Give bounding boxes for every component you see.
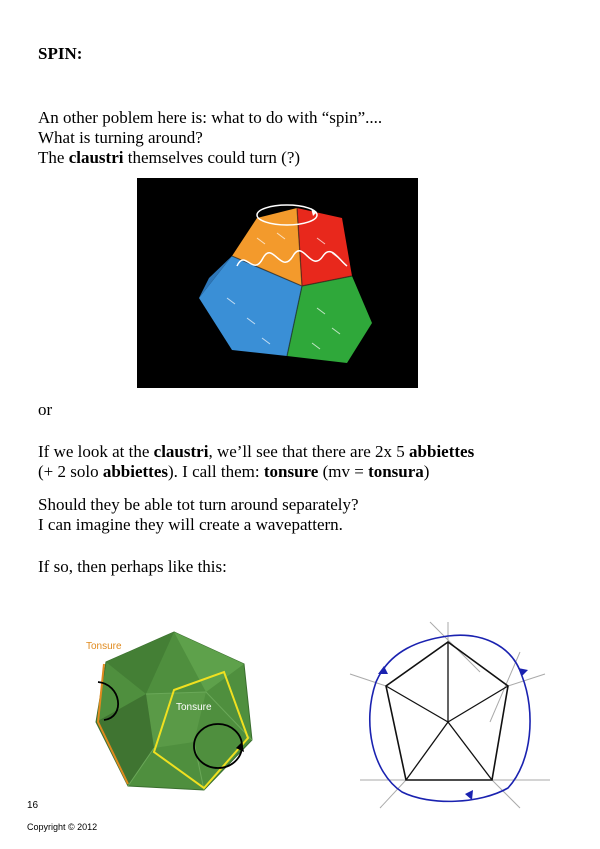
claustri-model-illustration [137, 178, 418, 388]
intro-line-1: An other poblem here is: what to do with “spin”.... [38, 108, 383, 127]
or-text: or [38, 400, 53, 419]
tonsure-label-inner: Tonsure [176, 702, 212, 713]
wave-arrow-icon [465, 790, 473, 800]
wave-line [370, 635, 530, 801]
tonsure-icosahedron-figure [76, 622, 276, 802]
pentagon-wave-figure [340, 612, 560, 812]
intro-line-2: What is turning around? [38, 128, 203, 147]
claustri-photo [137, 178, 418, 388]
claustri-line-2: (+ 2 solo abbiettes). I call them: tonsure (mv = tonsura) [38, 462, 430, 481]
claustri-line-1: If we look at the claustri, we’ll see that there are 2x 5 abbiettes [38, 442, 475, 461]
wave-arrow-icon [518, 668, 528, 676]
page-number: 16 [27, 800, 39, 811]
claustri-paragraph [38, 442, 474, 482]
wave-arrow-icon [378, 666, 388, 674]
if-so-text: If so, then perhaps like this: [38, 557, 227, 576]
section-heading: SPIN: [38, 44, 83, 63]
tonsure-label-outer: Tonsure [86, 641, 122, 652]
question-paragraph [38, 495, 359, 535]
question-line-2: I can imagine they will create a wavepattern. [38, 515, 343, 534]
question-line-1: Should they be able tot turn around separately? [38, 495, 359, 514]
intro-paragraph [38, 108, 382, 168]
intro-line-3: The claustri themselves could turn (?) [38, 148, 301, 167]
copyright-text: Copyright © 2012 [27, 822, 98, 832]
